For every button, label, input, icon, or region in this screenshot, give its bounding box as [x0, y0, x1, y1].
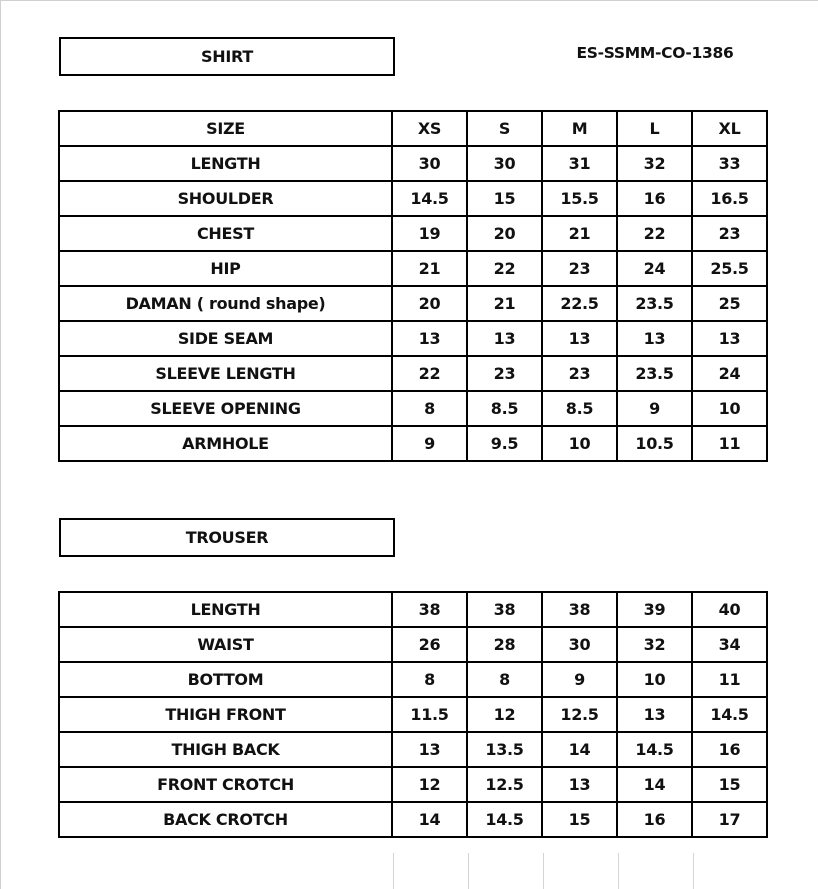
trouser-row	[59, 697, 767, 732]
trouser-title-box	[59, 518, 395, 557]
size-header-m: M	[542, 111, 617, 146]
sheet-border-left	[0, 0, 1, 889]
measurement-value: 8	[467, 662, 542, 697]
measurement-value: 30	[542, 627, 617, 662]
measurement-value: 23	[692, 216, 767, 251]
gridline	[618, 853, 619, 889]
measurement-value: 8	[392, 391, 467, 426]
shirt-title: SHIRT	[201, 47, 253, 66]
measurement-value: 13	[542, 767, 617, 802]
measurement-value: 13	[617, 321, 692, 356]
size-header-l: L	[617, 111, 692, 146]
trouser-row	[59, 732, 767, 767]
measurement-value: 13	[542, 321, 617, 356]
size-header-s: S	[467, 111, 542, 146]
measurement-label: HIP	[59, 251, 392, 286]
shirt-row	[59, 216, 767, 251]
sheet-border-top	[0, 0, 818, 1]
measurement-value: 12.5	[542, 697, 617, 732]
measurement-label: SIDE SEAM	[59, 321, 392, 356]
measurement-value: 39	[617, 592, 692, 627]
measurement-label: LENGTH	[59, 592, 392, 627]
shirt-row	[59, 426, 767, 461]
measurement-value: 23	[542, 356, 617, 391]
measurement-label: BOTTOM	[59, 662, 392, 697]
measurement-value: 13.5	[467, 732, 542, 767]
measurement-value: 10	[617, 662, 692, 697]
measurement-value: 16	[617, 181, 692, 216]
measurement-value: 25	[692, 286, 767, 321]
size-header-xl: XL	[692, 111, 767, 146]
measurement-label: SLEEVE OPENING	[59, 391, 392, 426]
shirt-row	[59, 321, 767, 356]
measurement-value: 21	[392, 251, 467, 286]
measurement-value: 11	[692, 662, 767, 697]
measurement-value: 10	[692, 391, 767, 426]
measurement-value: 21	[467, 286, 542, 321]
measurement-value: 38	[467, 592, 542, 627]
measurement-label: THIGH FRONT	[59, 697, 392, 732]
measurement-label: WAIST	[59, 627, 392, 662]
measurement-value: 11.5	[392, 697, 467, 732]
measurement-value: 23	[467, 356, 542, 391]
trouser-title: TROUSER	[185, 528, 269, 547]
gridline	[468, 853, 469, 889]
measurement-value: 33	[692, 146, 767, 181]
measurement-value: 15	[542, 802, 617, 837]
gridline	[543, 853, 544, 889]
measurement-label: SLEEVE LENGTH	[59, 356, 392, 391]
measurement-value: 20	[392, 286, 467, 321]
measurement-value: 12	[392, 767, 467, 802]
measurement-value: 30	[467, 146, 542, 181]
shirt-row	[59, 356, 767, 391]
measurement-value: 22	[467, 251, 542, 286]
shirt-row	[59, 286, 767, 321]
shirt-row	[59, 146, 767, 181]
shirt-title-box	[59, 37, 395, 76]
measurement-label: ARMHOLE	[59, 426, 392, 461]
measurement-value: 9	[392, 426, 467, 461]
trouser-row	[59, 662, 767, 697]
measurement-value: 13	[392, 321, 467, 356]
measurement-label: CHEST	[59, 216, 392, 251]
measurement-label: THIGH BACK	[59, 732, 392, 767]
shirt-header-row	[59, 111, 767, 146]
measurement-value: 20	[467, 216, 542, 251]
measurement-value: 16	[617, 802, 692, 837]
measurement-value: 14	[617, 767, 692, 802]
measurement-label: SHOULDER	[59, 181, 392, 216]
style-code: ES-SSMM-CO-1386	[576, 44, 734, 62]
measurement-value: 28	[467, 627, 542, 662]
measurement-value: 13	[392, 732, 467, 767]
measurement-value: 32	[617, 627, 692, 662]
measurement-value: 22.5	[542, 286, 617, 321]
measurement-value: 8.5	[467, 391, 542, 426]
measurement-value: 40	[692, 592, 767, 627]
measurement-value: 23.5	[617, 356, 692, 391]
measurement-value: 15	[467, 181, 542, 216]
measurement-value: 9	[542, 662, 617, 697]
size-header-label: SIZE	[59, 111, 392, 146]
measurement-value: 8	[392, 662, 467, 697]
measurement-label: DAMAN ( round shape)	[59, 286, 392, 321]
measurement-value: 14.5	[392, 181, 467, 216]
measurement-value: 22	[392, 356, 467, 391]
measurement-value: 26	[392, 627, 467, 662]
trouser-size-table	[58, 591, 768, 838]
trouser-row	[59, 627, 767, 662]
shirt-size-table	[58, 110, 768, 462]
measurement-value: 8.5	[542, 391, 617, 426]
measurement-value: 32	[617, 146, 692, 181]
measurement-value: 9.5	[467, 426, 542, 461]
measurement-value: 12.5	[467, 767, 542, 802]
measurement-label: FRONT CROTCH	[59, 767, 392, 802]
measurement-value: 11	[692, 426, 767, 461]
measurement-value: 14.5	[617, 732, 692, 767]
measurement-value: 15	[692, 767, 767, 802]
measurement-value: 13	[692, 321, 767, 356]
gridline	[393, 853, 394, 889]
measurement-value: 10.5	[617, 426, 692, 461]
measurement-value: 21	[542, 216, 617, 251]
measurement-value: 23	[542, 251, 617, 286]
measurement-value: 13	[467, 321, 542, 356]
measurement-value: 17	[692, 802, 767, 837]
measurement-value: 14	[392, 802, 467, 837]
measurement-value: 16	[692, 732, 767, 767]
measurement-value: 23.5	[617, 286, 692, 321]
measurement-value: 13	[617, 697, 692, 732]
measurement-value: 22	[617, 216, 692, 251]
measurement-value: 31	[542, 146, 617, 181]
measurement-value: 14	[542, 732, 617, 767]
measurement-value: 38	[542, 592, 617, 627]
measurement-value: 24	[692, 356, 767, 391]
measurement-value: 15.5	[542, 181, 617, 216]
shirt-row	[59, 391, 767, 426]
size-header-xs: XS	[392, 111, 467, 146]
measurement-value: 19	[392, 216, 467, 251]
trouser-row	[59, 802, 767, 837]
measurement-value: 30	[392, 146, 467, 181]
trouser-row	[59, 592, 767, 627]
gridline	[693, 853, 694, 889]
measurement-value: 16.5	[692, 181, 767, 216]
measurement-value: 14.5	[692, 697, 767, 732]
measurement-value: 14.5	[467, 802, 542, 837]
measurement-value: 34	[692, 627, 767, 662]
shirt-row	[59, 181, 767, 216]
measurement-value: 12	[467, 697, 542, 732]
measurement-value: 10	[542, 426, 617, 461]
measurement-value: 38	[392, 592, 467, 627]
shirt-row	[59, 251, 767, 286]
measurement-value: 25.5	[692, 251, 767, 286]
measurement-label: BACK CROTCH	[59, 802, 392, 837]
measurement-value: 9	[617, 391, 692, 426]
measurement-label: LENGTH	[59, 146, 392, 181]
measurement-value: 24	[617, 251, 692, 286]
trouser-row	[59, 767, 767, 802]
